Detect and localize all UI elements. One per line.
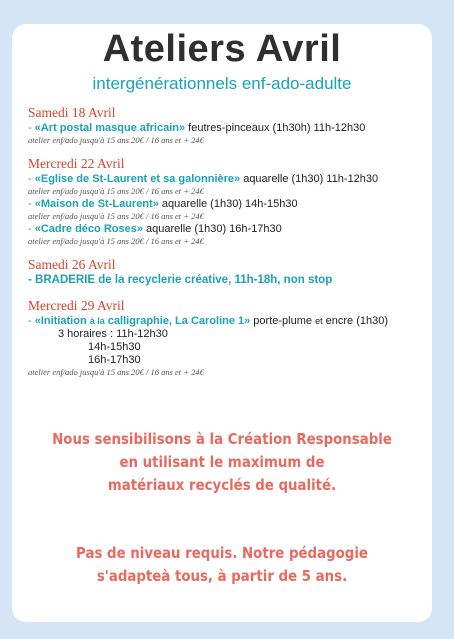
workshop-name: «Cadre déco Roses» [34,223,143,235]
session-date: Mercredi 29 Avril [28,298,125,313]
slogan-line: s'adapteà tous, à partir de 5 ans. [96,567,348,585]
session-29-avril [28,297,424,378]
price-line: atelier enf/ado jusqu'à 15 ans 20€ / 16 ans et + 24€ [28,211,204,221]
workshop-name: «Initiation [34,315,90,327]
schedule-time: 16h-17h30 [88,354,141,366]
workshop-detail-small: et [315,316,323,326]
schedule-row [28,328,424,341]
workshop-detail: porte-plume [250,315,316,327]
workshop-name: «Art postal masque africain» [34,122,186,134]
workshop-line [28,172,424,186]
workshop-name: calligraphie, La Caroline 1» [104,315,251,327]
flyer-card [12,24,432,622]
schedule-time: 11h-12h30 [116,328,168,340]
workshop-detail: aquarelle (1h30) 16h-17h30 [142,223,282,235]
session-26-avril [28,256,424,288]
slogan-line: matériaux recyclés de qualité. [107,476,337,494]
price-line: atelier enf/ado jusqu'à 15 ans 20€ / 16 ans et + 24€ [28,236,204,246]
price-line: atelier enf/ado jusqu'à 15 ans 20€ / 16 ans et + 24€ [28,367,204,377]
workshop-name-small: à la [89,316,105,326]
session-18-avril [28,104,424,146]
workshop-line [28,314,424,328]
braderie-line: - BRADERIE de la recyclerie créative, 11h-18h, non stop [28,274,333,286]
pedagogy-block [41,542,402,588]
workshop-name: «Maison de St-Laurent» [34,198,159,210]
slogan-line: Pas de niveau requis. Notre pédagogie [76,544,368,562]
slogan-line: Nous sensibilisons à la Création Responsable [52,430,392,448]
workshop-line [28,121,424,135]
price-line: atelier enf/ado jusqu'à 15 ans 20€ / 16 ans et + 24€ [28,186,204,196]
sessions-list [28,104,424,387]
bullet-dash: - [28,223,35,235]
schedule-time: 14h-15h30 [88,341,141,353]
session-date: Mercredi 22 Avril [28,156,125,171]
workshop-detail: aquarelle (1h30) 11h-12h30 [240,173,379,185]
session-date: Samedi 26 Avril [28,257,116,272]
bullet-dash: - [28,173,35,185]
page-title: Ateliers Avril [102,28,342,70]
schedule-label: 3 horaires : [58,328,117,340]
price-line: atelier enf/ado jusqu'à 15 ans 20€ / 16 ans et + 24€ [28,135,204,145]
workshop-detail: aquarelle (1h30) 14h-15h30 [158,198,298,210]
page-subtitle: intergénérationnels enf-ado-adulte [92,74,352,93]
workshop-detail: feutres-pinceaux (1h30h) 11h-12h30 [185,122,366,134]
workshop-line [28,197,424,211]
session-22-avril [28,155,424,247]
slogan-block [41,428,402,497]
bullet-dash: - [28,198,35,210]
workshop-detail: encre (1h30) [322,315,389,327]
bullet-dash: - [28,315,35,327]
slogan-line: en utilisant le maximum de [119,453,325,471]
bullet-dash: - [28,122,35,134]
workshop-line [28,222,424,236]
session-date: Samedi 18 Avril [28,105,116,120]
workshop-name: «Eglise de St-Laurent et sa galonnière» [34,173,241,185]
